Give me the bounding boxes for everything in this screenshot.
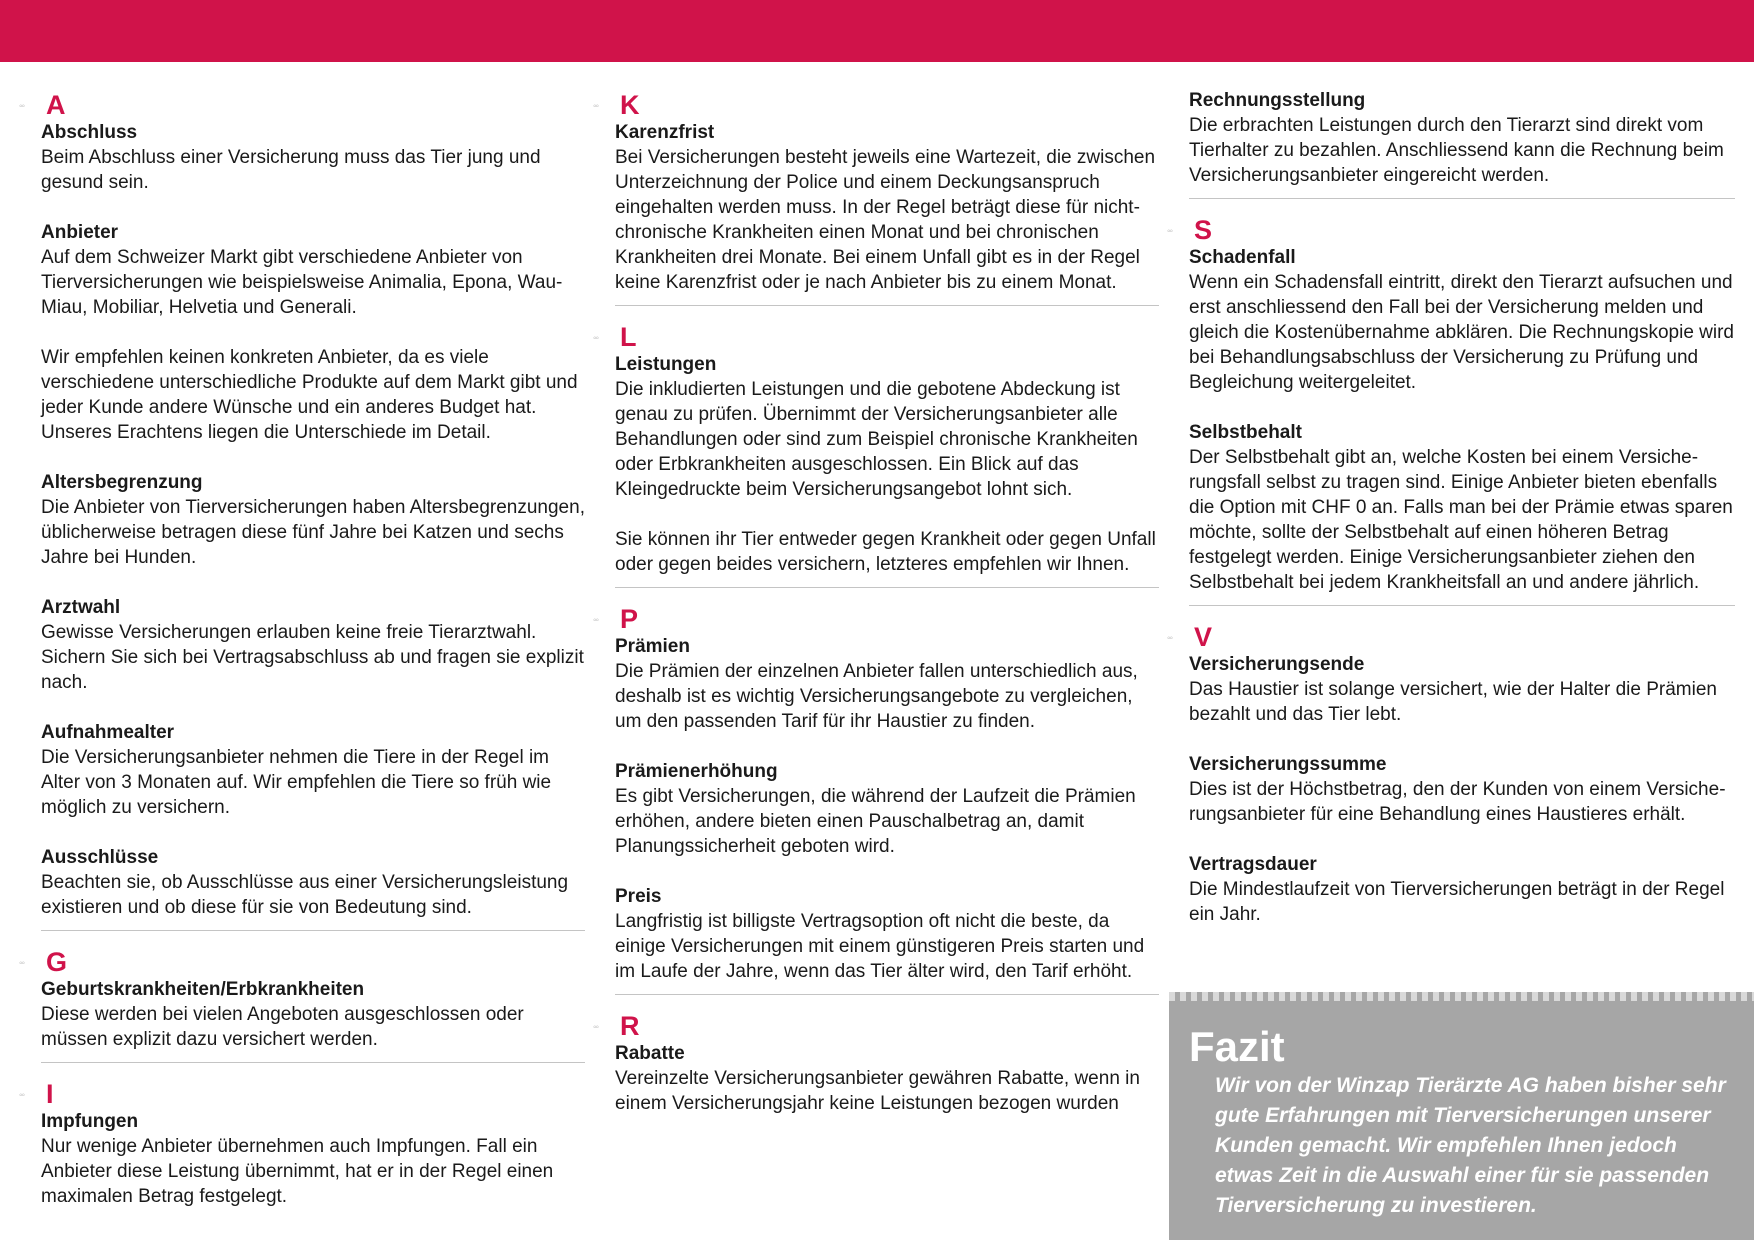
glossary-entry xyxy=(41,220,585,445)
glossary-section xyxy=(1167,620,1735,927)
section-letter-text: P xyxy=(620,604,639,634)
glossary-entry xyxy=(615,884,1159,984)
entry-term: Aufnahmealter xyxy=(41,722,175,743)
entry-term: Selbstbehalt xyxy=(1189,422,1302,443)
entry-description xyxy=(41,1002,585,1052)
fazit-box xyxy=(1169,992,1754,1240)
entry-paragraph: Vereinzelte Versicherungsanbieter gewähren Rabatte, wenn in einem Versicherungsjahr keine Leistungen bezogen wurden xyxy=(615,1068,1140,1114)
entry-description xyxy=(41,620,585,695)
entry-description xyxy=(615,1066,1159,1116)
glossary-section xyxy=(1189,88,1735,188)
section-letter xyxy=(19,88,585,122)
section-letter xyxy=(19,945,585,979)
entry-paragraph: Beachten sie, ob Ausschlüsse aus einer Versicherungsleistung existieren und ob diese für sie von Bedeutung sind. xyxy=(41,872,569,918)
section-letter xyxy=(593,602,1159,636)
entry-paragraph: Wenn ein Schadensfall eintritt, direkt den Tierarzt aufsuchen und erst anschliessend den Fall bei der Versicherung melden und gleich die Kostenübernahme abklären. Die Rechnungskopie wird bei Behandlungsabschluss der Versicherung zu Prüfung und Begleichung weitergeleitet. xyxy=(1189,272,1734,393)
entry-term: Versicherungssumme xyxy=(1189,754,1387,775)
glossary-section xyxy=(593,88,1159,295)
entry-term: Anbieter xyxy=(41,222,119,243)
entry-description xyxy=(615,909,1159,984)
double-dot-icon: ◦◦ xyxy=(19,958,25,969)
double-dot-icon: ◦◦ xyxy=(19,101,25,112)
section-letter-text: A xyxy=(46,90,66,120)
entry-paragraph: Wir empfehlen keinen konkreten Anbieter, da es viele verschiedene unterschiedliche Produkte auf dem Markt gibt und jeder Kunde andere Wünsche und ein anderes Budget hat. Unseres Erachtens liegen die Unterschiede im Detail. xyxy=(41,347,578,443)
glossary-entry xyxy=(615,1041,1159,1116)
glossary-entry xyxy=(615,759,1159,859)
entry-paragraph: Die erbrachten Leistungen durch den Tierarzt sind direkt vom Tierhalter zu bezahlen. Anschliessend kann die Rechnung beim Versicherungsanbieter eingereicht werden. xyxy=(1189,115,1724,186)
section-divider xyxy=(615,587,1159,588)
entry-term: Arztwahl xyxy=(41,597,121,618)
entry-description xyxy=(1189,677,1735,727)
entry-paragraph: Die Mindestlaufzeit von Tierversicherungen beträgt in der Regel ein Jahr. xyxy=(1189,879,1725,925)
glossary-entry xyxy=(1189,420,1735,595)
fazit-title: Fazit xyxy=(1189,1023,1285,1070)
section-divider xyxy=(41,1062,585,1063)
glossary-entry xyxy=(615,634,1159,734)
section-letter xyxy=(593,1009,1159,1043)
entry-term: Rechnungsstellung xyxy=(1189,90,1366,111)
glossary-entry xyxy=(41,470,585,570)
entry-description xyxy=(615,377,1159,577)
entry-paragraph: Beim Abschluss einer Versicherung muss das Tier jung und gesund sein. xyxy=(41,147,541,193)
glossary-entry xyxy=(41,595,585,695)
glossary-section xyxy=(1167,213,1735,595)
entry-paragraph: Es gibt Versicherungen, die während der Laufzeit die Prämien erhöhen, andere bieten einen Pauschalbetrag an, damit Planungssicherheit geboten wird. xyxy=(615,786,1136,857)
glossary-entry xyxy=(1189,752,1735,827)
glossary-column-1 xyxy=(19,88,585,1234)
entry-paragraph: Dies ist der Höchstbetrag, den der Kunden von einem Versicherungsanbieter für eine Behandlung eines Haustieres erhält. xyxy=(1189,779,1726,825)
double-dot-icon: ◦◦ xyxy=(19,1090,25,1101)
entry-paragraph: Die inkludierten Leistungen und die gebotene Abdeckung ist genau zu prüfen. Übernimmt der Versicherungsanbieter alle Behandlungen oder sind zum Beispiel chronische Krankheiten oder Erbkrankheiten ausgeschlossen. Ein Blick auf das Kleingedruckte beim Versicherungsangebot lohnt sich. xyxy=(615,379,1138,500)
glossary-section xyxy=(19,88,585,920)
entry-term: Schadenfall xyxy=(1189,247,1296,268)
entry-description xyxy=(1189,777,1735,827)
glossary-column-3 xyxy=(1167,88,1735,952)
entry-description xyxy=(41,745,585,820)
entry-paragraph: Langfristig ist billigste Vertragsoption oft nicht die beste, da einige Versicherungen mit einem günstigeren Preis starten und im Laufe der Jahre, wenn das Tier älter wird, den Tarif erhöht. xyxy=(615,911,1145,982)
glossary-column-2 xyxy=(593,88,1159,1141)
section-letter-text: K xyxy=(620,90,640,120)
entry-term: Karenzfrist xyxy=(615,122,715,143)
section-letter-text: G xyxy=(46,947,68,977)
section-letter xyxy=(1167,620,1735,654)
section-divider xyxy=(41,930,585,931)
glossary-entry xyxy=(41,120,585,195)
double-dot-icon: ◦◦ xyxy=(593,101,599,112)
entry-paragraph: Gewisse Versicherungen erlauben keine freie Tierarztwahl. Sichern Sie sich bei Vertragsabschluss ab und fragen sie explizit nach. xyxy=(41,622,584,693)
entry-term: Abschluss xyxy=(41,122,138,143)
entry-term: Preis xyxy=(615,886,662,907)
fazit-dashed-border xyxy=(1169,992,1754,1001)
glossary-entry xyxy=(1189,245,1735,395)
fazit-text: Wir von der Winzap Tierärzte AG haben bisher sehr gute Erfahrungen mit Tierversicherungen unserer Kunden gemacht. Wir empfehlen Ihnen jedoch etwas Zeit in die Auswahl einer für sie passenden Tierversicherung zu investieren. xyxy=(1215,1074,1726,1217)
section-letter xyxy=(1167,213,1735,247)
double-dot-icon: ◦◦ xyxy=(1167,226,1173,237)
double-dot-icon: ◦◦ xyxy=(593,333,599,344)
entry-paragraph: Die Prämien der einzelnen Anbieter fallen unterschiedlich aus, deshalb ist es wichtig Versicherungsangebote zu vergleichen, um den passenden Tarif für ihr Haustier zu finden. xyxy=(615,661,1138,732)
glossary-section xyxy=(593,1009,1159,1116)
entry-term: Altersbegrenzung xyxy=(41,472,203,493)
section-letter-text: S xyxy=(1194,215,1213,245)
glossary-entry xyxy=(1189,88,1735,188)
entry-description xyxy=(41,1134,585,1209)
entry-term: Leistungen xyxy=(615,354,717,375)
section-letter xyxy=(19,1077,585,1111)
entry-description xyxy=(1189,445,1735,595)
entry-term: Geburtskrankheiten/Erbkrankheiten xyxy=(41,979,365,1000)
glossary-section xyxy=(593,602,1159,984)
entry-description xyxy=(41,245,585,445)
entry-term: Vertragsdauer xyxy=(1189,854,1317,875)
entry-paragraph: Sie können ihr Tier entweder gegen Krankheit oder gegen Unfall oder gegen beides versichern, letzteres empfehlen wir Ihnen. xyxy=(615,529,1156,575)
double-dot-icon: ◦◦ xyxy=(1167,633,1173,644)
glossary-section xyxy=(19,945,585,1052)
glossary-section xyxy=(593,320,1159,577)
entry-paragraph: Das Haustier ist solange versichert, wie der Halter die Prämien bezahlt und das Tier lebt. xyxy=(1189,679,1717,725)
entry-paragraph: Die Versicherungsanbieter nehmen die Tiere in der Regel im Alter von 3 Monaten auf. Wir empfehlen die Tiere so früh wie möglich zu versichern. xyxy=(41,747,552,818)
entry-description xyxy=(41,870,585,920)
entry-term: Ausschlüsse xyxy=(41,847,159,868)
section-letter xyxy=(593,88,1159,122)
entry-paragraph: Auf dem Schweizer Markt gibt verschiedene Anbieter von Tierversicherungen wie beispielsweise Animalia, Epona, Wau-Miau, Mobiliar, Helvetia und Generali. xyxy=(41,247,563,318)
section-letter-text: R xyxy=(620,1011,640,1041)
glossary-section xyxy=(19,1077,585,1209)
entry-description xyxy=(41,145,585,195)
section-divider xyxy=(615,994,1159,995)
entry-description xyxy=(1189,270,1735,395)
glossary-entry xyxy=(41,845,585,920)
glossary-entry xyxy=(41,1109,585,1209)
double-dot-icon: ◦◦ xyxy=(593,1022,599,1033)
entry-term: Impfungen xyxy=(41,1111,139,1132)
entry-paragraph: Der Selbstbehalt gibt an, welche Kosten bei einem Versicherungsfall selbst zu tragen sind. Einige Anbieter bieten ebenfalls die Option mit CHF 0 an. Falls man bei der Prämie etwas sparen möchte, sollte der Selbstbehalt auf einen höheren Betrag festgelegt werden. Einige Versicherungsanbieter ziehen den Selbstbehalt bei jedem Krankheitsfall an und andere jährlich. xyxy=(1189,447,1733,593)
section-divider xyxy=(615,305,1159,306)
entry-description xyxy=(615,145,1159,295)
glossary-entry xyxy=(1189,652,1735,727)
section-letter-text: V xyxy=(1194,622,1213,652)
entry-description xyxy=(615,784,1159,859)
entry-term: Rabatte xyxy=(615,1043,685,1064)
glossary-entry xyxy=(615,120,1159,295)
entry-description xyxy=(41,495,585,570)
glossary-entry xyxy=(41,977,585,1052)
section-letter xyxy=(593,320,1159,354)
section-divider xyxy=(1189,198,1735,199)
glossary-entry xyxy=(1189,852,1735,927)
section-divider xyxy=(1189,605,1735,606)
entry-paragraph: Nur wenige Anbieter übernehmen auch Impfungen. Fall ein Anbieter diese Leistung übernimmt, hat er in der Regel einen maximalen Betrag festgelegt. xyxy=(41,1136,554,1207)
glossary-entry xyxy=(41,720,585,820)
double-dot-icon: ◦◦ xyxy=(593,615,599,626)
entry-paragraph: Bei Versicherungen besteht jeweils eine Wartezeit, die zwischen Unterzeichnung der Police und einem Deckungsanspruch eingehalten werden muss. In der Regel beträgt diese für nicht-chronische Krankheiten einen Monat und bei chronischen Krankheiten drei Monate. Bei einem Unfall gibt es in der Regel keine Karenzfrist oder je nach Anbieter bis zu einem Monat. xyxy=(615,147,1156,293)
entry-description xyxy=(1189,113,1735,188)
entry-description xyxy=(1189,877,1735,927)
entry-term: Prämienerhöhung xyxy=(615,761,778,782)
entry-paragraph: Die Anbieter von Tierversicherungen haben Altersbegrenzungen, üblicherweise betragen diese fünf Jahre bei Katzen und sechs Jahre bei Hunden. xyxy=(41,497,585,568)
section-letter-text: L xyxy=(620,322,637,352)
section-letter-text: I xyxy=(46,1079,54,1109)
top-accent-bar xyxy=(0,0,1754,62)
entry-term: Versicherungsende xyxy=(1189,654,1365,675)
entry-paragraph: Diese werden bei vielen Angeboten ausgeschlossen oder müssen explizit dazu versichert werden. xyxy=(41,1004,524,1050)
entry-term: Prämien xyxy=(615,636,690,657)
glossary-entry xyxy=(615,352,1159,577)
entry-description xyxy=(615,659,1159,734)
